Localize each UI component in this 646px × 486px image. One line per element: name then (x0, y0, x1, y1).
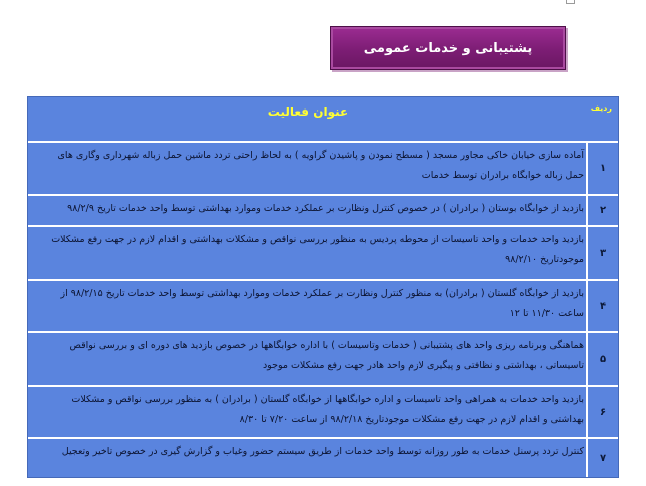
table-row (28, 331, 618, 385)
corner-mark (566, 0, 575, 4)
column-header-row: ردیف (590, 104, 612, 113)
table-row (28, 385, 618, 437)
row-activity-text: بازدید از خوابگاه گلستان ( برادران) به منظور کنترل ونظارت بر عملکرد خدمات وموارد بهداشتی توسط واحد خدمات تاریخ ۹۸/۲/۱۵ از ساعت ۱۱/۳۰ تا ۱۲ (60, 288, 584, 319)
row-number: ۵ (586, 333, 618, 385)
table-row (28, 437, 618, 477)
row-activity-text: هماهنگی وبرنامه ریزی واحد های پشتیبانی ( خدمات وتاسیسات ) با اداره خوابگاهها در خصوص بازدید های دوره ای و بررسی نواقص تاسیساتی ، بهداشتی و نظافتی و پیگیری لازم واحد هادر جهت رفع مشکلات موجود (69, 340, 584, 371)
row-number: ۱ (586, 143, 618, 194)
row-activity-text: کنترل تردد پرسنل خدمات به طور روزانه توسط واحد خدمات از طریق سیستم حضور وغیاب و گزارش گیری در خصوص تاخیر وتعجیل (61, 446, 584, 457)
row-number: ۴ (586, 281, 618, 331)
row-activity-text: بازدید واحد خدمات به همراهی واحد تاسیسات و اداره خوابگاهها از خوابگاه گلستان ( برادران ) به منظور بررسی نواقص و مشکلات بهداشتی و اقدام لازم در جهت رفع مشکلات موجودتاریخ ۹۸/۲/۱۸ از ساعت ۷/۲۰ تا ۸/۳۰ (71, 394, 584, 425)
row-activity-text: بازدید از خوابگاه بوستان ( برادران ) در خصوص کنترل ونظارت بر عملکرد خدمات وموارد بهداشتی توسط واحد خدمات تاریخ ۹۸/۲/۹ (67, 203, 584, 214)
row-activity-text: بازدید واحد خدمات و واحد تاسیسات از محوطه پردیس به منظور بررسی نواقص و مشکلات بهداشتی و اقدام لازم در جهت رفع مشکلات موجودتاریخ ۹۸/۲/۱۰ (51, 234, 584, 265)
row-number: ۳ (586, 227, 618, 279)
section-title: پشتیبانی و خدمات عمومی (363, 40, 533, 56)
section-title-banner (330, 26, 566, 70)
column-header-activity: عنوان فعالیت (267, 105, 349, 119)
row-number: ۲ (586, 196, 618, 225)
table-row (28, 225, 618, 279)
table-row (28, 279, 618, 331)
activity-table (27, 96, 619, 478)
row-number: ۷ (586, 439, 618, 477)
table-header (28, 97, 618, 141)
table-row (28, 194, 618, 225)
row-number: ۶ (586, 387, 618, 437)
table-row (28, 141, 618, 194)
row-activity-text: آماده سازی خیابان خاکی مجاور مسجد ( مسطح نمودن و پاشیدن گراویه ) به لحاظ راحتی تردد ماشین حمل زباله شهرداری وگاری های حمل زباله خوابگاه برادران توسط خدمات (57, 150, 584, 181)
